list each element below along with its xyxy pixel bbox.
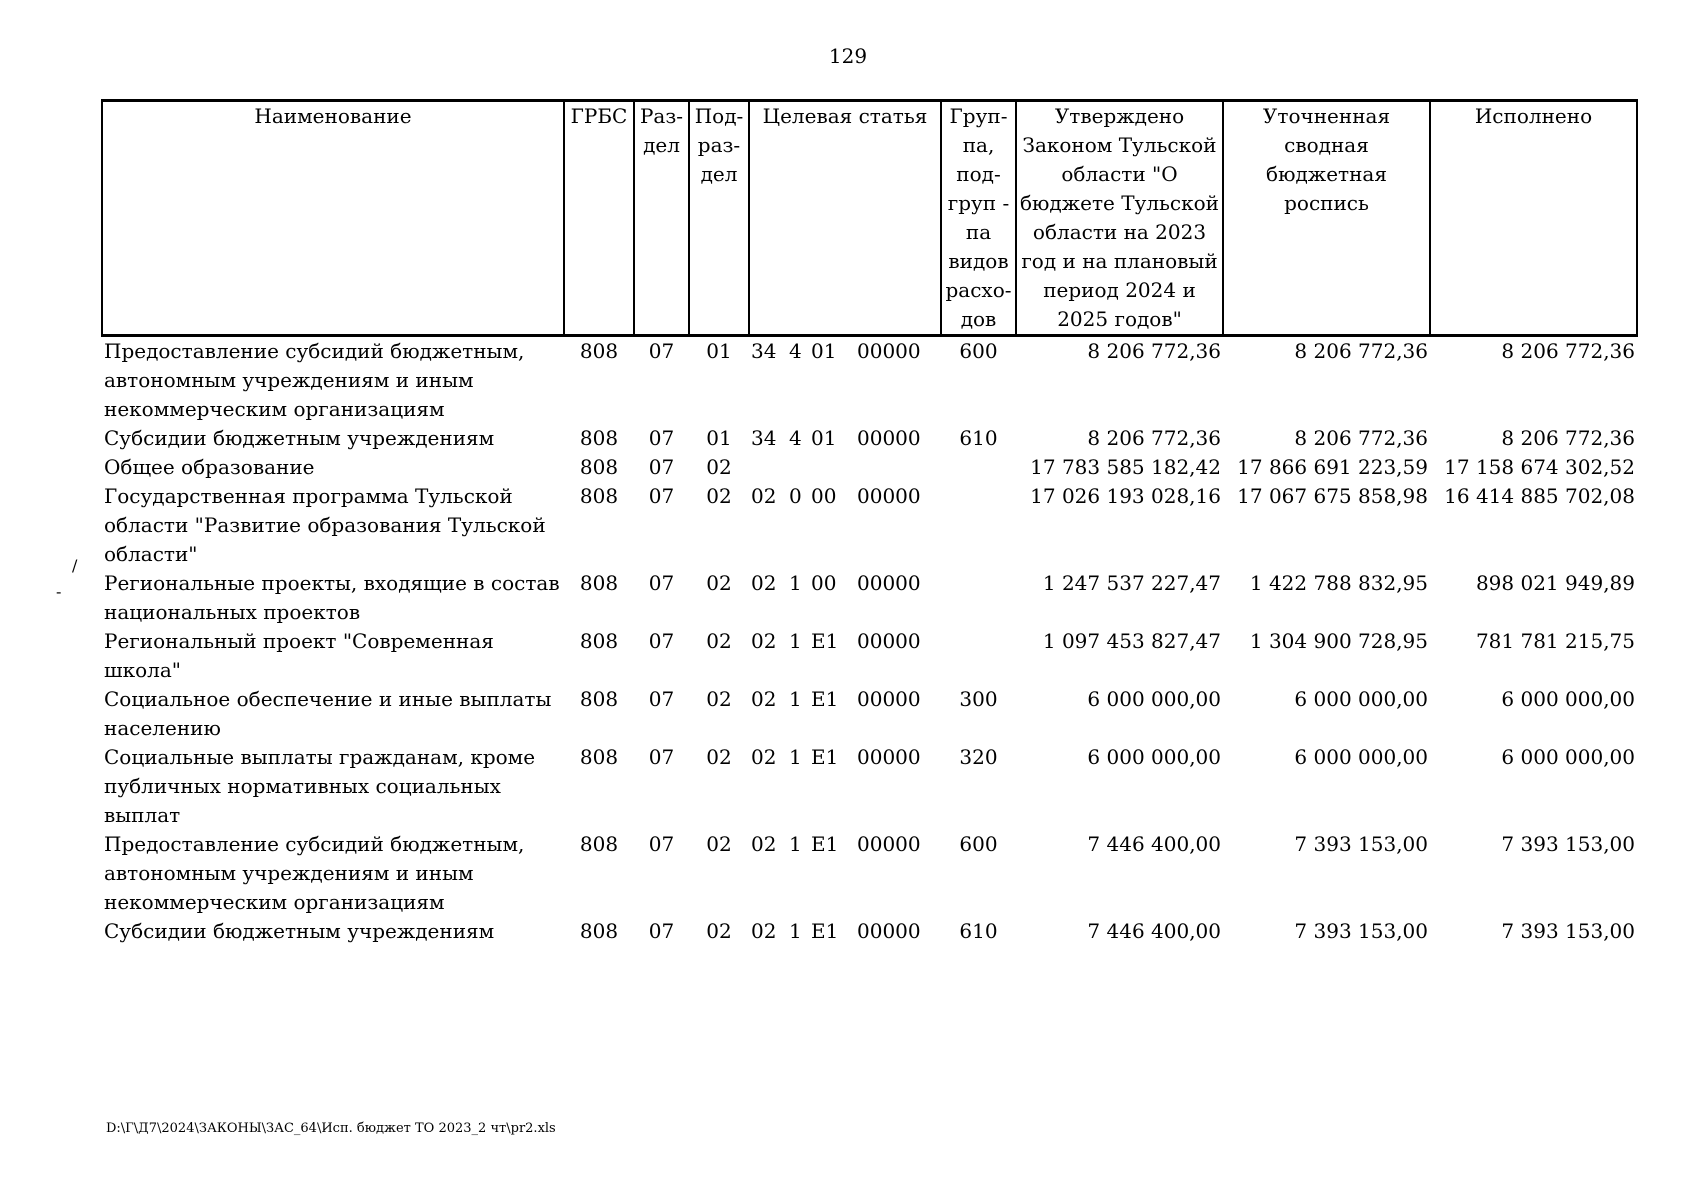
row-grbs: 808 xyxy=(579,919,619,943)
table-row xyxy=(102,917,1637,946)
target-part: 00 xyxy=(811,484,837,508)
target-part: 02 xyxy=(751,919,777,943)
row-podrazdel: 02 xyxy=(706,484,732,508)
row-name: Региональные проекты, входящие в состав национальных проектов xyxy=(104,571,560,624)
target-part: 1 xyxy=(789,832,802,856)
row-approved: 1 097 453 827,47 xyxy=(1042,629,1221,653)
row-name: Субсидии бюджетным учреждениям xyxy=(104,426,495,450)
row-target xyxy=(749,453,941,482)
row-razdel: 07 xyxy=(648,919,675,943)
row-vid xyxy=(941,627,1016,685)
page-number: 129 xyxy=(828,44,868,68)
row-grbs: 808 xyxy=(579,571,619,595)
table-row xyxy=(102,830,1637,917)
target-part: 00000 xyxy=(857,919,921,943)
target-part: 4 xyxy=(789,339,802,363)
row-grbs: 808 xyxy=(579,455,619,479)
target-part: 02 xyxy=(751,687,777,711)
row-podrazdel: 02 xyxy=(706,687,732,711)
target-part: 00000 xyxy=(857,832,921,856)
row-vid xyxy=(941,482,1016,569)
row-target xyxy=(749,917,941,946)
target-part: 1 xyxy=(789,745,802,769)
row-target xyxy=(749,830,941,917)
row-podrazdel: 02 xyxy=(706,571,732,595)
row-name: Общее образование xyxy=(104,455,315,479)
row-executed: 8 206 772,36 xyxy=(1501,426,1635,450)
table-row xyxy=(102,743,1637,830)
row-executed: 16 414 885 702,08 xyxy=(1444,484,1635,508)
row-name: Предоставление субсидий бюджетным, автономным учреждениям и иным некоммерческим организациям xyxy=(104,832,525,914)
row-razdel: 07 xyxy=(648,339,675,363)
row-name: Социальное обеспечение и иные выплаты населению xyxy=(104,687,552,740)
row-vid xyxy=(941,453,1016,482)
row-razdel: 07 xyxy=(648,426,675,450)
row-vid: 300 xyxy=(959,687,998,711)
table-row xyxy=(102,627,1637,685)
row-vid: 610 xyxy=(959,426,998,450)
row-approved: 1 247 537 227,47 xyxy=(1042,571,1221,595)
target-part: 00000 xyxy=(857,745,921,769)
target-part: 00000 xyxy=(857,571,921,595)
file-path-footer: D:\Г\Д7\2024\ЗАКОНЫ\ЗАС_64\Исп. бюджет ТО 2023_2 чт\pr2.xls xyxy=(106,1121,556,1136)
target-part: 02 xyxy=(751,745,777,769)
row-podrazdel: 01 xyxy=(706,339,732,363)
row-razdel: 07 xyxy=(648,832,675,856)
table-row xyxy=(102,482,1637,569)
row-target xyxy=(749,685,941,743)
target-part: E1 xyxy=(811,687,839,711)
row-name: Региональный проект "Современная школа" xyxy=(104,629,494,682)
row-grbs: 808 xyxy=(579,687,619,711)
row-approved: 17 783 585 182,42 xyxy=(1030,455,1221,479)
row-vid: 600 xyxy=(959,339,998,363)
table-row xyxy=(102,685,1637,743)
target-part: E1 xyxy=(811,629,839,653)
row-razdel: 07 xyxy=(648,629,675,653)
target-part: 4 xyxy=(789,426,802,450)
row-approved: 7 446 400,00 xyxy=(1087,832,1221,856)
row-vid: 600 xyxy=(959,832,998,856)
row-executed: 6 000 000,00 xyxy=(1501,745,1635,769)
table-row xyxy=(102,336,1637,425)
row-podrazdel: 02 xyxy=(706,919,732,943)
table-row xyxy=(102,569,1637,627)
target-part: 00 xyxy=(811,571,837,595)
target-part: 1 xyxy=(789,571,802,595)
row-grbs: 808 xyxy=(579,339,619,363)
row-refined: 7 393 153,00 xyxy=(1294,919,1428,943)
target-part: 34 xyxy=(751,426,777,450)
row-vid: 610 xyxy=(959,919,998,943)
row-razdel: 07 xyxy=(648,455,675,479)
table-header-row xyxy=(102,101,1637,336)
header-approved: Утверждено Законом Тульской области "О бюджете Тульской области на 2023 год и на плановый период 2024 и 2025 годов" xyxy=(1016,101,1223,336)
row-refined: 7 393 153,00 xyxy=(1294,832,1428,856)
row-podrazdel: 02 xyxy=(706,832,732,856)
target-part: 00000 xyxy=(857,629,921,653)
row-name: Социальные выплаты гражданам, кроме публичных нормативных социальных выплат xyxy=(104,745,536,827)
row-target xyxy=(749,743,941,830)
target-part: 01 xyxy=(811,339,837,363)
scan-mark: - xyxy=(56,582,62,601)
row-approved: 7 446 400,00 xyxy=(1087,919,1221,943)
row-name: Государственная программа Тульской области "Развитие образования Тульской области" xyxy=(104,484,546,566)
row-razdel: 07 xyxy=(648,571,675,595)
row-approved: 8 206 772,36 xyxy=(1087,339,1221,363)
header-podrazdel: Под-раз-дел xyxy=(689,101,749,336)
target-part: E1 xyxy=(811,919,839,943)
row-refined: 6 000 000,00 xyxy=(1294,687,1428,711)
row-grbs: 808 xyxy=(579,629,619,653)
row-grbs: 808 xyxy=(579,832,619,856)
row-target xyxy=(749,336,941,425)
row-executed: 781 781 215,75 xyxy=(1475,629,1635,653)
target-part: 02 xyxy=(751,571,777,595)
target-part: 00000 xyxy=(857,426,921,450)
row-refined: 8 206 772,36 xyxy=(1294,339,1428,363)
row-refined: 1 422 788 832,95 xyxy=(1249,571,1428,595)
row-podrazdel: 02 xyxy=(706,455,732,479)
table-row xyxy=(102,453,1637,482)
row-name: Предоставление субсидий бюджетным, автономным учреждениям и иным некоммерческим организациям xyxy=(104,339,525,421)
target-part: 1 xyxy=(789,629,802,653)
header-name: Наименование xyxy=(102,101,564,336)
scan-mark: / xyxy=(72,556,78,575)
row-target xyxy=(749,424,941,453)
row-vid: 320 xyxy=(959,745,998,769)
row-podrazdel: 01 xyxy=(706,426,732,450)
row-razdel: 07 xyxy=(648,745,675,769)
target-part: 01 xyxy=(811,426,837,450)
target-part: 02 xyxy=(751,832,777,856)
row-target xyxy=(749,569,941,627)
row-refined: 8 206 772,36 xyxy=(1294,426,1428,450)
row-razdel: 07 xyxy=(648,484,675,508)
row-executed: 7 393 153,00 xyxy=(1501,919,1635,943)
row-executed: 17 158 674 302,52 xyxy=(1444,455,1635,479)
header-target: Целевая статья xyxy=(749,101,941,336)
table-row xyxy=(102,424,1637,453)
row-target xyxy=(749,482,941,569)
row-refined: 6 000 000,00 xyxy=(1294,745,1428,769)
header-executed: Исполнено xyxy=(1430,101,1637,336)
row-name: Субсидии бюджетным учреждениям xyxy=(104,919,495,943)
row-podrazdel: 02 xyxy=(706,745,732,769)
row-vid xyxy=(941,569,1016,627)
row-refined: 1 304 900 728,95 xyxy=(1249,629,1428,653)
table-body xyxy=(102,336,1637,947)
header-razdel: Раз-дел xyxy=(634,101,689,336)
target-part: 00000 xyxy=(857,687,921,711)
target-part: 0 xyxy=(789,484,802,508)
header-grbs: ГРБС xyxy=(564,101,634,336)
row-executed: 6 000 000,00 xyxy=(1501,687,1635,711)
target-part: 02 xyxy=(751,629,777,653)
target-part: 1 xyxy=(789,687,802,711)
row-approved: 8 206 772,36 xyxy=(1087,426,1221,450)
target-part: 02 xyxy=(751,484,777,508)
row-refined: 17 866 691 223,59 xyxy=(1237,455,1428,479)
row-refined: 17 067 675 858,98 xyxy=(1237,484,1428,508)
row-grbs: 808 xyxy=(579,484,619,508)
row-target xyxy=(749,627,941,685)
row-executed: 8 206 772,36 xyxy=(1501,339,1635,363)
row-executed: 7 393 153,00 xyxy=(1501,832,1635,856)
budget-table xyxy=(101,99,1638,946)
row-grbs: 808 xyxy=(579,745,619,769)
header-refined: Уточненная сводная бюджетная роспись xyxy=(1223,101,1430,336)
target-part: E1 xyxy=(811,745,839,769)
row-approved: 6 000 000,00 xyxy=(1087,687,1221,711)
target-part: 1 xyxy=(789,919,802,943)
target-part: 00000 xyxy=(857,339,921,363)
row-approved: 6 000 000,00 xyxy=(1087,745,1221,769)
target-part: E1 xyxy=(811,832,839,856)
row-grbs: 808 xyxy=(579,426,619,450)
target-part: 00000 xyxy=(857,484,921,508)
row-podrazdel: 02 xyxy=(706,629,732,653)
header-vid: Груп-па, под-груп - па видов расхо-дов xyxy=(941,101,1016,336)
row-executed: 898 021 949,89 xyxy=(1475,571,1635,595)
target-part: 34 xyxy=(751,339,777,363)
row-approved: 17 026 193 028,16 xyxy=(1030,484,1221,508)
row-razdel: 07 xyxy=(648,687,675,711)
